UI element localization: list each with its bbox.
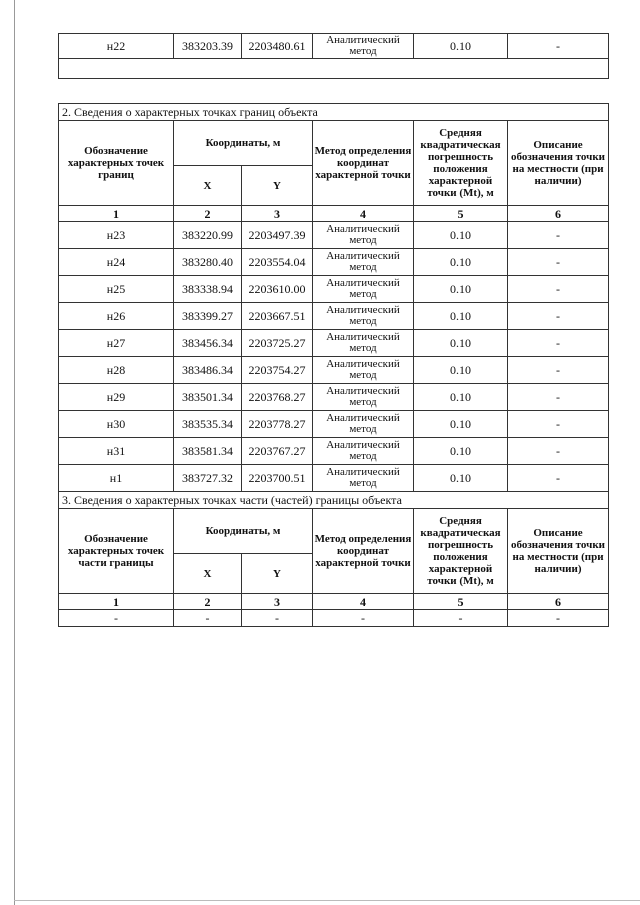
x-cell: 383399.27: [174, 303, 242, 330]
method-cell: Аналитический метод: [313, 438, 414, 465]
mt-cell: 0.10: [414, 249, 508, 276]
table-row: [59, 438, 609, 465]
point-cell: н28: [59, 357, 174, 384]
empty-row: [59, 59, 609, 79]
x-cell: 383280.40: [174, 249, 242, 276]
table-row: [59, 303, 609, 330]
table-row: [59, 465, 609, 492]
desc-cell: -: [508, 222, 609, 249]
x-cell: 383581.34: [174, 438, 242, 465]
method-cell: Аналитический метод: [313, 303, 414, 330]
header-desc: Описание обозначения точки на местности (при наличии): [508, 121, 609, 206]
table-row: [59, 411, 609, 438]
method-cell: -: [313, 610, 414, 627]
header-coords: Координаты, м: [174, 509, 313, 554]
method-cell: Аналитический метод: [313, 330, 414, 357]
x-cell: 383727.32: [174, 465, 242, 492]
x-cell: 383220.99: [174, 222, 242, 249]
y-cell: 2203497.39: [242, 222, 313, 249]
y-cell: -: [242, 610, 313, 627]
desc-cell: -: [508, 303, 609, 330]
page-bottom-edge: [14, 900, 640, 901]
point-cell: н23: [59, 222, 174, 249]
col-number-3: 3: [242, 594, 313, 610]
y-cell: 2203480.61: [242, 34, 313, 59]
header-method: Метод определения координат характерной точки: [313, 509, 414, 594]
desc-cell: -: [508, 610, 609, 627]
x-cell: 383338.94: [174, 276, 242, 303]
point-cell: н24: [59, 249, 174, 276]
x-cell: 383535.34: [174, 411, 242, 438]
table-row: [59, 34, 609, 59]
desc-cell: -: [508, 249, 609, 276]
col-number-2: 2: [174, 594, 242, 610]
x-cell: 383456.34: [174, 330, 242, 357]
x-cell: 383501.34: [174, 384, 242, 411]
col-number-2: 2: [174, 206, 242, 222]
x-cell: -: [174, 610, 242, 627]
col-number-1: 1: [59, 594, 174, 610]
table-row: [59, 276, 609, 303]
col-number-4: 4: [313, 206, 414, 222]
point-cell: н27: [59, 330, 174, 357]
col-number-4: 4: [313, 594, 414, 610]
y-cell: 2203610.00: [242, 276, 313, 303]
y-cell: 2203667.51: [242, 303, 313, 330]
mt-cell: 0.10: [414, 438, 508, 465]
table-row: [59, 610, 609, 627]
mt-cell: 0.10: [414, 34, 508, 59]
header-designation: Обозначение характерных точек границ: [59, 121, 174, 206]
main-table: [58, 103, 609, 627]
section3-title: 3. Сведения о характерных точках части (частей) границы объекта: [59, 492, 609, 509]
point-cell: н25: [59, 276, 174, 303]
point-cell: н31: [59, 438, 174, 465]
table-row: [59, 222, 609, 249]
page-edge-line: [14, 0, 15, 905]
desc-cell: -: [508, 438, 609, 465]
desc-cell: -: [508, 384, 609, 411]
desc-cell: -: [508, 276, 609, 303]
header-mt: Средняя квадратическая погрешность положения характерной точки (Mt), м: [414, 121, 508, 206]
desc-cell: -: [508, 465, 609, 492]
col-number-1: 1: [59, 206, 174, 222]
mt-cell: 0.10: [414, 330, 508, 357]
header-mt: Средняя квадратическая погрешность положения характерной точки (Mt), м: [414, 509, 508, 594]
y-cell: 2203767.27: [242, 438, 313, 465]
col-number-5: 5: [414, 594, 508, 610]
point-cell: н26: [59, 303, 174, 330]
point-cell: -: [59, 610, 174, 627]
header-method: Метод определения координат характерной точки: [313, 121, 414, 206]
header-x: X: [174, 166, 242, 206]
mt-cell: 0.10: [414, 222, 508, 249]
header-y: Y: [242, 554, 313, 594]
method-cell: Аналитический метод: [313, 384, 414, 411]
method-cell: Аналитический метод: [313, 276, 414, 303]
method-cell: Аналитический метод: [313, 411, 414, 438]
mt-cell: 0.10: [414, 465, 508, 492]
y-cell: 2203768.27: [242, 384, 313, 411]
y-cell: 2203700.51: [242, 465, 313, 492]
desc-cell: -: [508, 411, 609, 438]
method-cell: Аналитический метод: [313, 249, 414, 276]
table-row: [59, 357, 609, 384]
y-cell: 2203554.04: [242, 249, 313, 276]
point-cell: н1: [59, 465, 174, 492]
point-cell: н30: [59, 411, 174, 438]
point-cell: н29: [59, 384, 174, 411]
header-designation: Обозначение характерных точек части границы: [59, 509, 174, 594]
table-row: [59, 330, 609, 357]
col-number-3: 3: [242, 206, 313, 222]
x-cell: 383203.39: [174, 34, 242, 59]
table-row: [59, 249, 609, 276]
method-cell: Аналитический метод: [313, 465, 414, 492]
point-cell: н22: [59, 34, 174, 59]
top-fragment-table: [58, 33, 609, 79]
x-cell: 383486.34: [174, 357, 242, 384]
desc-cell: -: [508, 34, 609, 59]
y-cell: 2203725.27: [242, 330, 313, 357]
mt-cell: 0.10: [414, 276, 508, 303]
method-cell: Аналитический метод: [313, 34, 414, 59]
method-cell: Аналитический метод: [313, 222, 414, 249]
col-number-6: 6: [508, 206, 609, 222]
header-desc: Описание обозначения точки на местности (при наличии): [508, 509, 609, 594]
mt-cell: 0.10: [414, 303, 508, 330]
header-x: X: [174, 554, 242, 594]
y-cell: 2203778.27: [242, 411, 313, 438]
col-number-5: 5: [414, 206, 508, 222]
header-y: Y: [242, 166, 313, 206]
mt-cell: 0.10: [414, 357, 508, 384]
method-cell: Аналитический метод: [313, 357, 414, 384]
header-coords: Координаты, м: [174, 121, 313, 166]
table-row: [59, 384, 609, 411]
desc-cell: -: [508, 330, 609, 357]
section2-title: 2. Сведения о характерных точках границ объекта: [59, 104, 609, 121]
desc-cell: -: [508, 357, 609, 384]
y-cell: 2203754.27: [242, 357, 313, 384]
mt-cell: 0.10: [414, 384, 508, 411]
mt-cell: -: [414, 610, 508, 627]
col-number-6: 6: [508, 594, 609, 610]
mt-cell: 0.10: [414, 411, 508, 438]
